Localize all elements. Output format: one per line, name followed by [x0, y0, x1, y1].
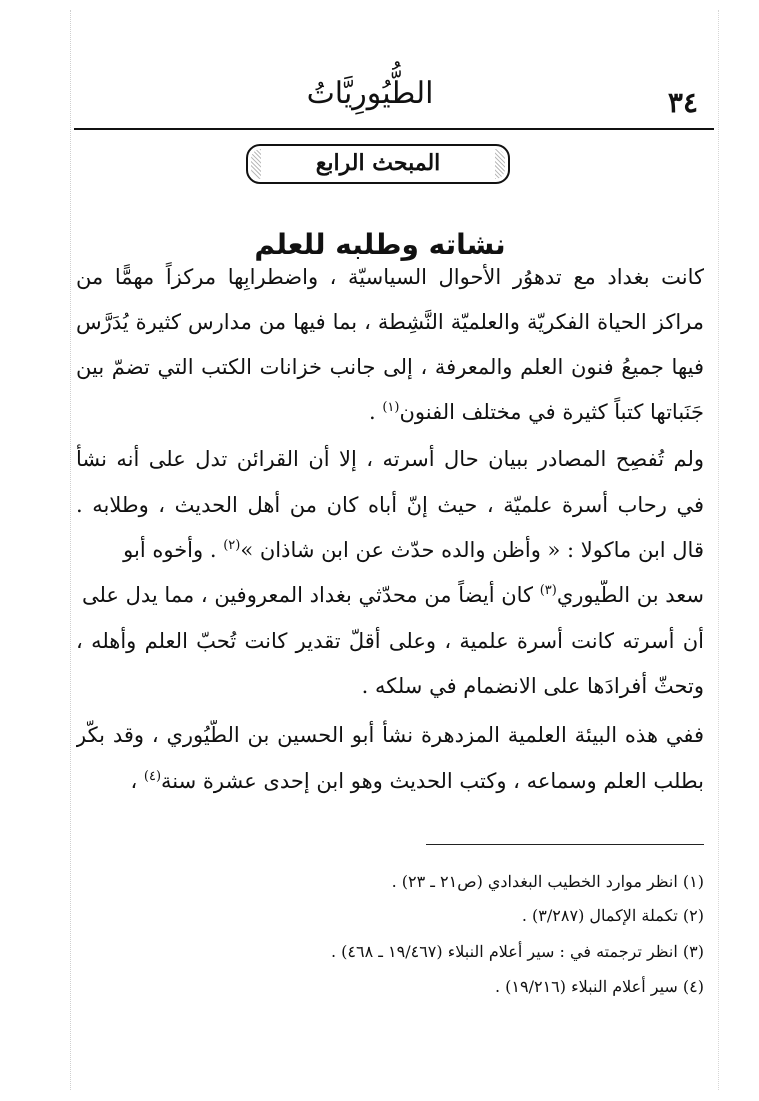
body-text: ،: [130, 769, 144, 793]
body-line: أن أسرته كانت أسرة علمية ، وعلى أقلّ تقدير كانت تُحبّ العلم وأهله ،: [76, 629, 704, 653]
footnote-marker: (١): [382, 400, 400, 415]
body-line: [76, 535, 704, 565]
body-line: ففي هذه البيئة العلمية المزدهرة نشأ أبو الحسين بن الطُّيُوري ، وقد بكّر: [76, 723, 704, 747]
page-number: ٣٤: [667, 86, 698, 119]
body-line: [76, 766, 704, 796]
body-line: مراكز الحياة الفكريّة والعلميّة النَّشِطة ، بما فيها من مدارس كثيرة يُدَرَّس: [76, 310, 704, 334]
footnote: (٤) سير أعلام النبلاء (١٩/٢١٦) .: [494, 977, 704, 996]
body-text: جَنَباتها كتباً كثيرة في مختلف الفنون: [399, 400, 704, 424]
footnote-marker: (٤): [143, 769, 162, 784]
scan-margin-dots-right: [718, 10, 719, 1090]
section-title: المبحث الرابع: [315, 150, 441, 176]
header-rule: [74, 128, 714, 130]
chapter-title: نشاته وطلبه للعلم: [254, 228, 506, 261]
footnote: (٢) تكملة الإكمال (٣/٢٨٧) .: [521, 906, 704, 925]
footnote-marker: (٣): [539, 583, 557, 598]
body-line: وتحثّ أفرادَها على الانضمام في سلكه .: [361, 674, 704, 698]
body-line: ولم تُفصِح المصادر ببيان حال أسرته ، إلا أن القرائن تدل على أنه نشأ: [76, 447, 704, 471]
footnote-marker: (٢): [223, 538, 241, 553]
body-line: [76, 397, 704, 427]
body-line: فيها جميعُ فنون العلم والمعرفة ، إلى جانب خزانات الكتب التي تضمّ بين: [76, 355, 704, 379]
scan-margin-dots-left: [70, 10, 71, 1090]
body-line: كانت بغداد مع تدهوُر الأحوال السياسيّة ، واضطرابِها مركزاً مهمًّا من: [76, 265, 704, 289]
footnote-separator: [426, 844, 704, 845]
body-line: في رحاب أسرة علميّة ، حيث إنّ أباه كان من أهل الحديث ، وطلابه .: [76, 493, 704, 517]
body-text: . وأخوه أبو: [123, 538, 224, 562]
footnote: (٣) انظر ترجمته في : سير أعلام النبلاء (١٩/٤٦٧ ـ ٤٦٨) .: [330, 942, 704, 961]
body-text: .: [368, 400, 383, 424]
section-title-box: [246, 144, 510, 184]
body-line: [76, 580, 704, 610]
body-text: بطلب العلم وسماعه ، وكتب الحديث وهو ابن إحدى عشرة سنة: [161, 769, 704, 793]
body-text: قال ابن ماكولا : « وأظن والده حدّث عن ابن شاذان »: [240, 538, 704, 562]
running-title: الطُّيُورِيَّاتُ: [306, 76, 434, 111]
body-text: كان أيضاً من محدّثي بغداد المعروفين ، مما يدل على: [81, 583, 540, 607]
footnote: (١) انظر موارد الخطيب البغدادي (ص٢١ ـ ٢٣) .: [391, 872, 704, 891]
body-text: سعد بن الطُّيوري: [556, 583, 704, 607]
